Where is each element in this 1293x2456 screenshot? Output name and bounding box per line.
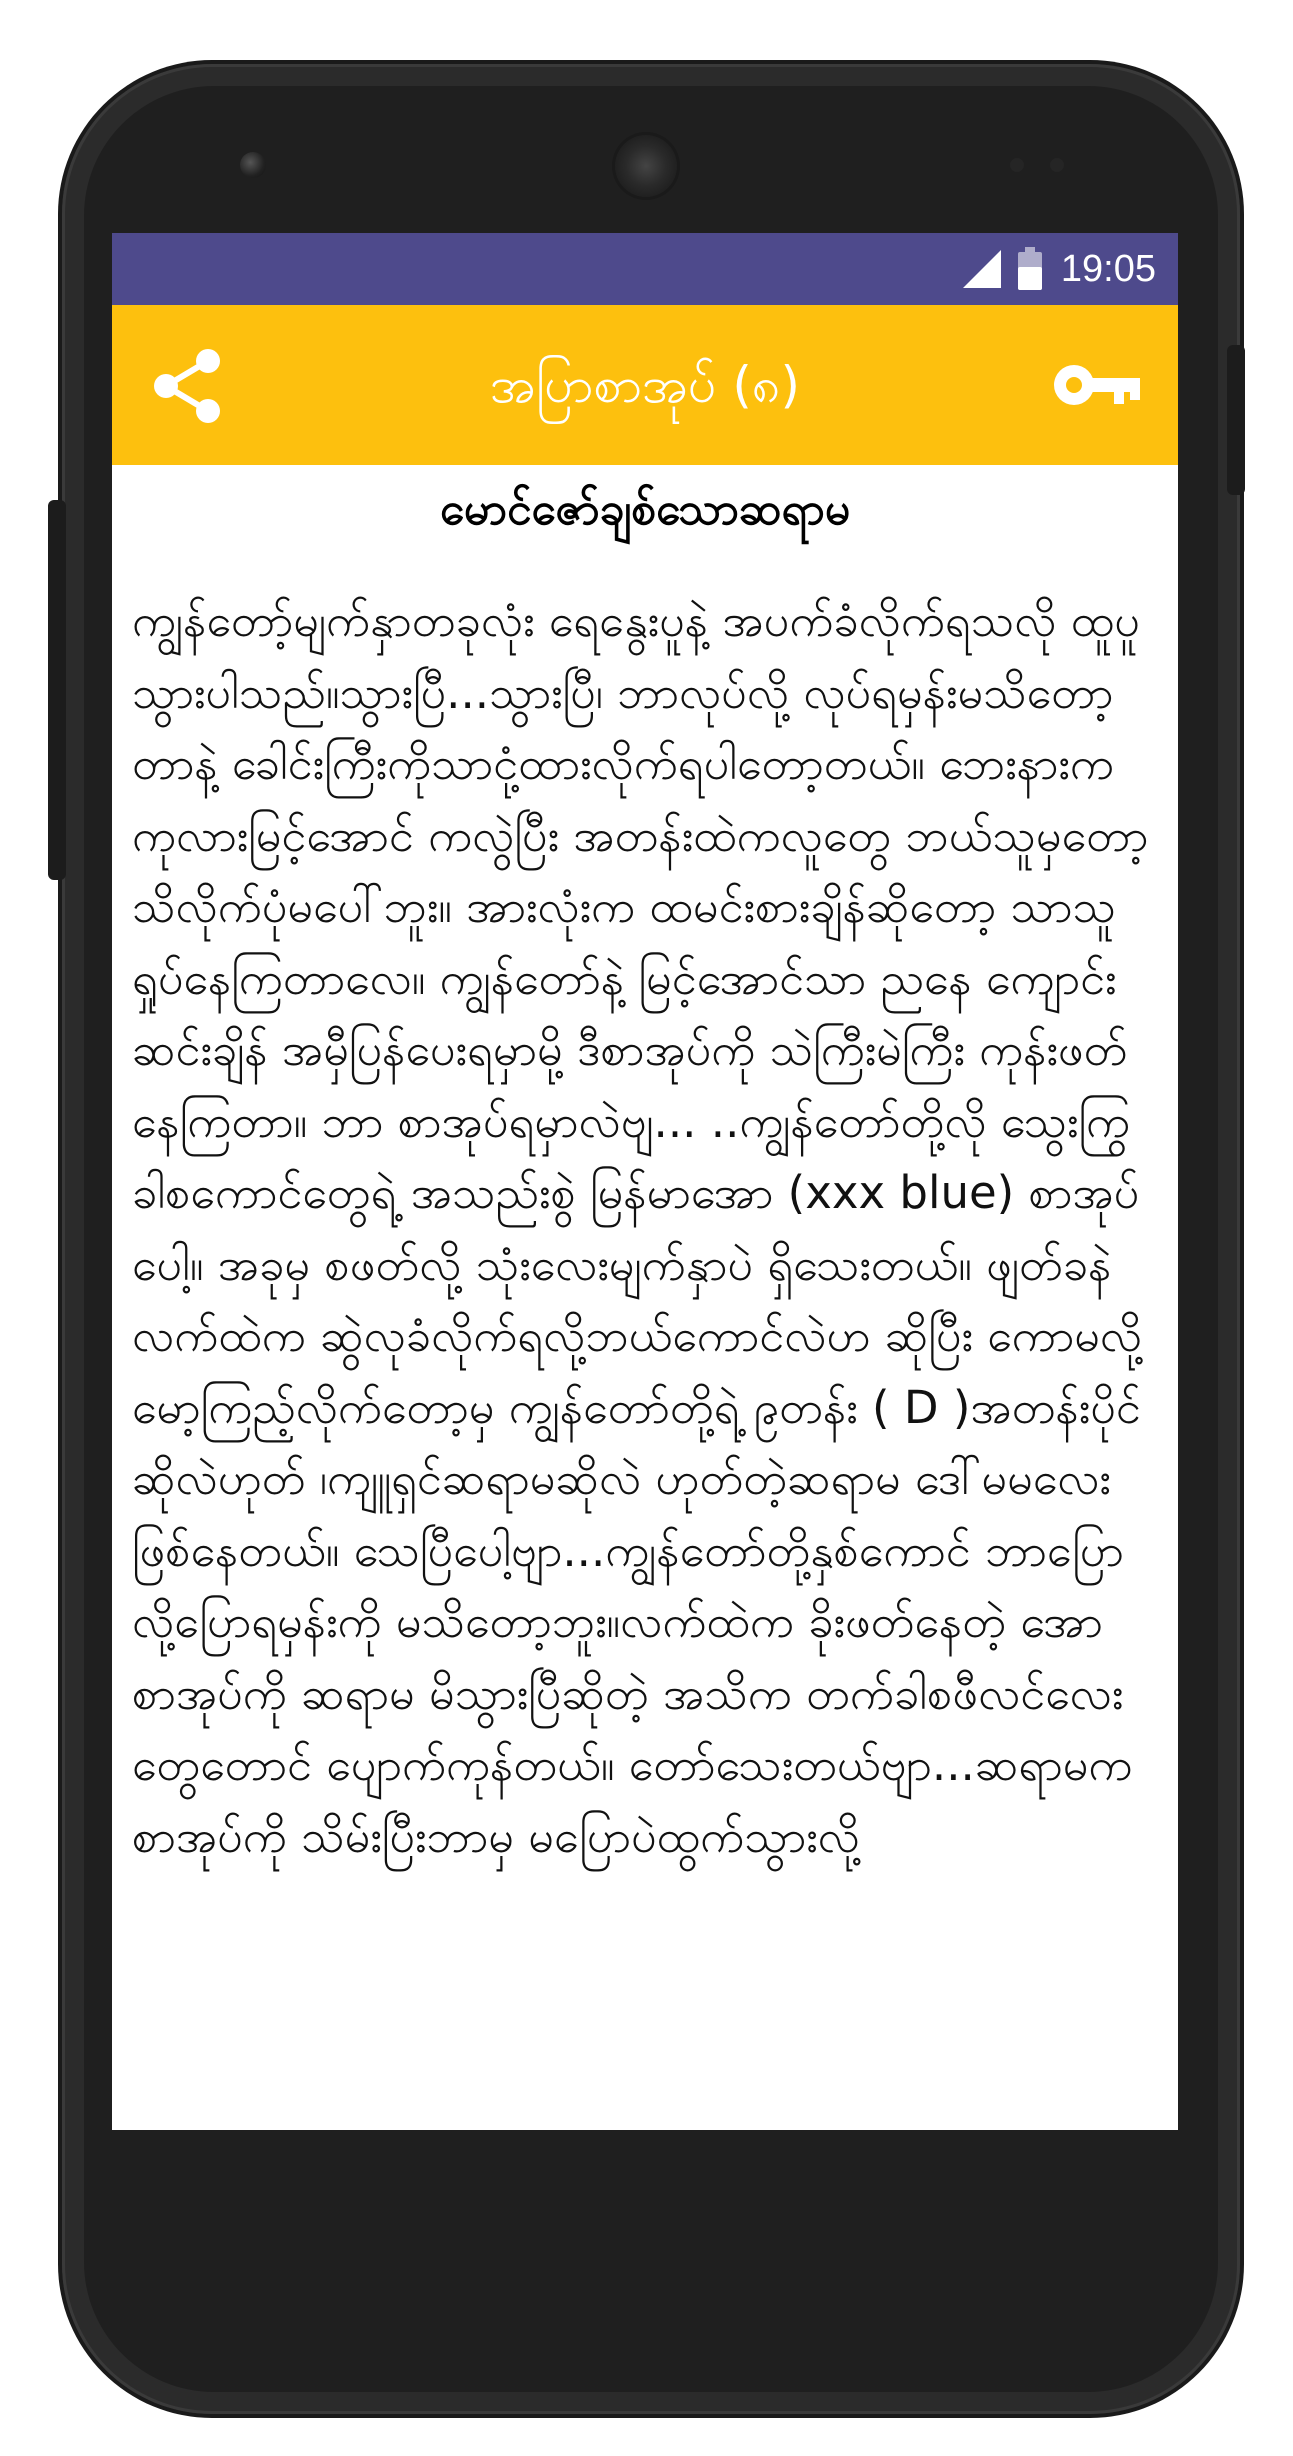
article-title: မောင်ဇော်ချစ်သောဆရာမ — [440, 484, 850, 535]
key-icon[interactable] — [1052, 357, 1142, 413]
share-icon[interactable] — [148, 347, 226, 425]
signal-icon — [961, 248, 1003, 290]
app-bar — [112, 305, 1178, 465]
front-camera — [240, 152, 266, 178]
volume-button — [48, 500, 66, 880]
status-icons — [961, 233, 1156, 305]
power-button — [1227, 345, 1245, 495]
proximity-sensor — [1010, 158, 1024, 172]
article-body: ကျွန်တော့်မျက်နှာတခုလုံး ရေနွေးပူနဲ့ အပက်ခံလိုက်ရသလို ထူပူသွားပါသည်။သွားပြီ...သွားပြီ၊ ဘာလုပ်လို့ လုပ်ရမှန်းမသိတော့တာနဲ့ ခေါင်းကြီးကိုသာငုံ့ထားလိုက်ရပါတော့တယ်။ ဘေးနားက ကုလားမြင့်အောင် ကလွဲပြီး အတန်းထဲကလူတွေ ဘယ်သူမှတော့ သိလိုက်ပုံမပေါ်ဘူး။ အားလုံးက ထမင်းစားချိန်ဆိုတော့ သာသူရှုပ်နေကြတာလေ။ ကျွန်တော်နဲ့ မြင့်အောင်သာ ညနေ ကျောင်းဆင်းချိန် အမှီပြန်ပေးရမှာမို့ ဒီစာအုပ်ကို သဲကြီးမဲကြီး ကုန်းဖတ်နေကြတာ။ ဘာ စာအုပ်ရမှာလဲဗျ... ..ကျွန်တော်တို့လို သွေးကြွခါစကောင်တွေရဲ့ အသည်းစွဲ မြန်မာအော (xxx blue) စာအုပ်ပေါ့။ အခုမှ စဖတ်လို့ သုံးလေးမျက်နှာပဲ ရှိသေးတယ်။ ဖျတ်ခနဲ လက်ထဲက ဆွဲလုခံလိုက်ရလို့ဘယ်ကောင်လဲဟ ဆိုပြီး ကောမလို့ မော့ကြည့်လိုက်တော့မှ ကျွန်တော်တို့ရဲ့ ၉တန်း ( D )အတန်းပိုင်ဆိုလဲဟုတ် ၊ကျူရှင်ဆရာမဆိုလဲ ဟုတ်တဲ့ဆရာမ ဒေါ်မမလေး ဖြစ်နေတယ်။ သေပြီပေါ့ဗျာ...ကျွန်တော်တို့နှစ်ကောင် ဘာပြောလို့ပြောရမှန်းကို မသိတော့ဘူး။လက်ထဲက ခိုးဖတ်နေတဲ့ အောစာအုပ်ကို ဆရာမ မိသွားပြီဆိုတဲ့ အသိက တက်ခါစဖီလင်လေးတွေတောင် ပျောက်ကုန်တယ်။ တော်သေးတယ်ဗျာ...ဆရာမက စာအုပ်ကို သိမ်းပြီးဘာမှ မပြောပဲထွက်သွားလို့ — [132, 594, 1149, 1863]
status-time: 19:05 — [1060, 247, 1156, 290]
light-sensor — [1050, 158, 1064, 172]
status-bar — [112, 233, 1178, 305]
app-title: အပြာစာအုပ် (၈) — [490, 356, 800, 414]
article-content[interactable] — [112, 465, 1178, 2130]
earpiece-speaker — [615, 135, 677, 197]
battery-icon — [1017, 247, 1043, 291]
screen — [112, 233, 1178, 2130]
